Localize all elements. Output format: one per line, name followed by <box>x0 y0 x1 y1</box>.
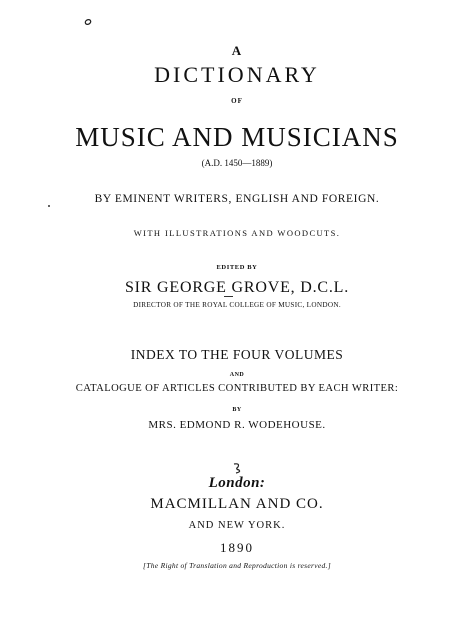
ink-mark-icon <box>84 18 92 26</box>
flourish-icon <box>232 462 242 474</box>
editor-name: SIR GEORGE GROVE, D.C.L. <box>124 279 350 296</box>
imprint-place-2: AND NEW YORK. <box>188 520 286 531</box>
compiler-name: MRS. EDMOND R. WODEHOUSE. <box>148 419 326 431</box>
title-music-and-musicians: MUSIC AND MUSICIANS <box>75 122 399 152</box>
editor-title: DIRECTOR OF THE ROYAL COLLEGE OF MUSIC, LONDON. <box>133 301 341 309</box>
stray-dash <box>224 296 233 297</box>
authors-line: BY EMINENT WRITERS, ENGLISH AND FOREIGN. <box>94 193 380 205</box>
index-heading: INDEX TO THE FOUR VOLUMES <box>130 347 344 362</box>
title-dates: (A.D. 1450—1889) <box>201 158 273 168</box>
edited-by-label: EDITED BY <box>216 264 258 271</box>
illustrations-line: WITH ILLUSTRATIONS AND WOODCUTS. <box>133 228 341 238</box>
rights-notice: [The Right of Translation and Reproduction is reserved.] <box>143 561 331 570</box>
imprint-place: London: <box>208 475 266 491</box>
title-article: A <box>231 43 243 58</box>
by-label: BY <box>232 407 242 413</box>
title-of: OF <box>231 97 243 105</box>
title-dictionary: DICTIONARY <box>154 62 320 87</box>
imprint-publisher: MACMILLAN AND CO. <box>150 496 324 512</box>
and-label: AND <box>229 372 245 378</box>
imprint-year: 1890 <box>220 540 254 555</box>
catalogue-line: CATALOGUE OF ARTICLES CONTRIBUTED BY EACH WRITER: <box>75 383 399 394</box>
